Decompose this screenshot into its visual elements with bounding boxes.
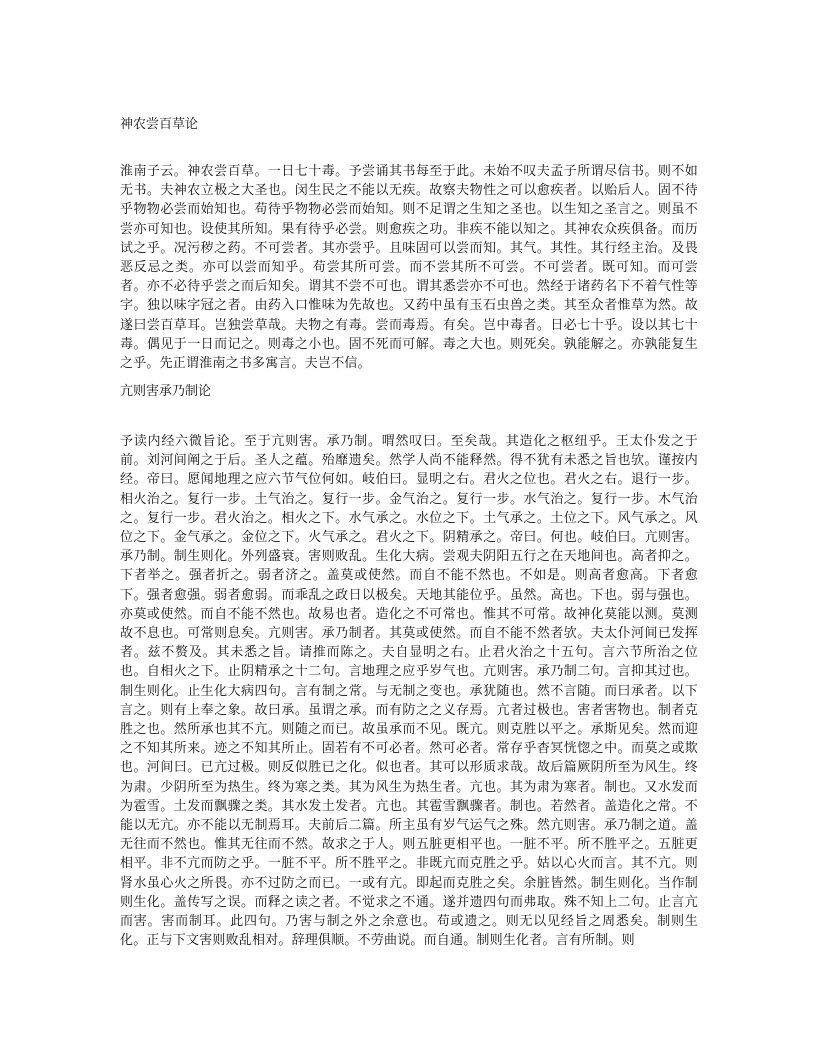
section-title-shennong: 神农尝百草论 bbox=[120, 117, 199, 132]
section-body-kangzehai: 予读内经六微旨论。至于亢则害。承乃制。喟然叹曰。至矣哉。其造化之枢纽乎。王太仆发之于前。刘河间阐之于后。圣人之蕴。殆靡遗矣。然学人尚不能释然。得不犹有未悉之旨也欤。谨按内经。帝曰。愿闻地理之应六节气位何如。岐伯曰。显明之右。君火之位也。君火之右。退行一步。相火治之。复行一步。土气治之。复行一步。金气治之。复行一步。水气治之。复行一步。木气治之。复行一步。君火治之。相火之下。水气承之。水位之下。土气承之。土位之下。风气承之。风位之下。金气承之。金位之下。火气承之。君火之下。阴精承之。帝曰。何也。岐伯曰。亢则害。承乃制。制生则化。外列盛衰。害则败乱。生化大病。尝观夫阴阳五行之在天地间也。高者抑之。下者举之。强者折之。弱者济之。盖莫或使然。而自不能不然也。不如是。则高者愈高。下者愈下。强者愈强。弱者愈弱。而乖乱之政日以极矣。天地其能位乎。虽然。高也。下也。弱与强也。亦莫或使然。而自不能不然也。故易也者。造化之不可常也。惟其不可常。故神化莫能以测。莫测故不息也。可常则息矣。亢则害。承乃制者。其莫或使然。而自不能不然者欤。夫太仆河间已发挥者。兹不赘及。其未悉之旨。请推而陈之。夫自显明之右。止君火治之十五句。言六节所治之位也。自相火之下。止阴精承之十二句。言地理之应乎岁气也。亢则害。承乃制二句。言抑其过也。制生则化。止生化大病四句。言有制之常。与无制之变也。承犹随也。然不言随。而曰承者。以下言之。则有上奉之象。故曰承。虽谓之承。而有防之之义存焉。亢者过极也。害者害物也。制者克胜之也。然所承也其不亢。则随之而已。故虽承而不见。既亢。则克胜以平之。承斯见矣。然而迎之不知其所来。迹之不知其所止。固若有不可必者。然可必者。常存乎杳冥恍惚之中。而莫之或欺也。河间曰。已亢过极。则反似胜已之化。似也者。其可以形质求哉。故后篇厥阴所至为风生。终为肃。少阴所至为热生。终为寒之类。其为风生为热生者。亢也。其为肃为寒者。制也。又水发而为雹雪。土发而飘骤之类。其水发土发者。亢也。其雹雪飘骤者。制也。若然者。盖造化之常。不能以无亢。亦不能以无制焉耳。夫前后二篇。所主虽有岁气运气之殊。然亢则害。承乃制之道。盖无往而不然也。惟其无往而不然。故求之于人。则五脏更相平也。一脏不平。所不胜平之。五脏更相平。非不亢而防之乎。一脏不平。所不胜平之。非既亢而克胜之乎。姑以心火而言。其不亢。则肾水虽心火之所畏。亦不过防之而已。一或有亢。即起而克胜之矣。余脏皆然。制生则化。当作制则生化。盖传写之误。而释之读之者。不觉求之不通。遂并遗四句而弗取。殊不知上二句。止言亢而害。害而制耳。此四句。乃害与制之外之余意也。苟或遗之。则无以见经旨之周悉矣。制则生化。正与下文害则败乱相对。辞理俱顺。不劳曲说。而自通。制则生化者。言有所制。则 bbox=[120, 434, 698, 949]
section-title-kangzehai: 亢则害承乃制论 bbox=[120, 384, 212, 399]
section-body-shennong: 淮南子云。神农尝百草。一日七十毒。予尝诵其书每至于此。未始不叹夫孟子所谓尽信书。则不如无书。夫神农立极之大圣也。闵生民之不能以无疾。故察夫物性之可以愈疾者。以贻后人。固不待乎物物必尝而始知也。苟待乎物物必尝而始知。则不足谓之生知之圣也。以生知之圣言之。则虽不尝亦可知也。设使其所知。果有待乎必尝。则愈疾之功。非疾不能以知之。其神农众疾俱备。而历试之乎。况污秽之药。不可尝者。其亦尝乎。且味固可以尝而知。其气。其性。其行经主治。及畏恶反忌之类。亦可以尝而知乎。苟尝其所可尝。而不尝其所不可尝。不可尝者。既可知。而可尝者。亦不必待乎尝之而后知矣。谓其不尝不可也。谓其悉尝亦不可也。然经于诸药名下不着气性等字。独以味字冠之者。由药入口惟味为先故也。又药中虽有玉石虫兽之类。其至众者惟草为然。故遂曰尝百草耳。岂独尝草哉。夫物之有毒。尝而毒焉。有矣。岂中毒者。日必七十乎。设以其七十毒。偶见于一日而记之。则毒之小也。固不死而可解。毒之大也。则死矣。孰能解之。亦孰能复生之乎。先正谓淮南之书多寓言。夫岂不信。 bbox=[120, 164, 698, 372]
